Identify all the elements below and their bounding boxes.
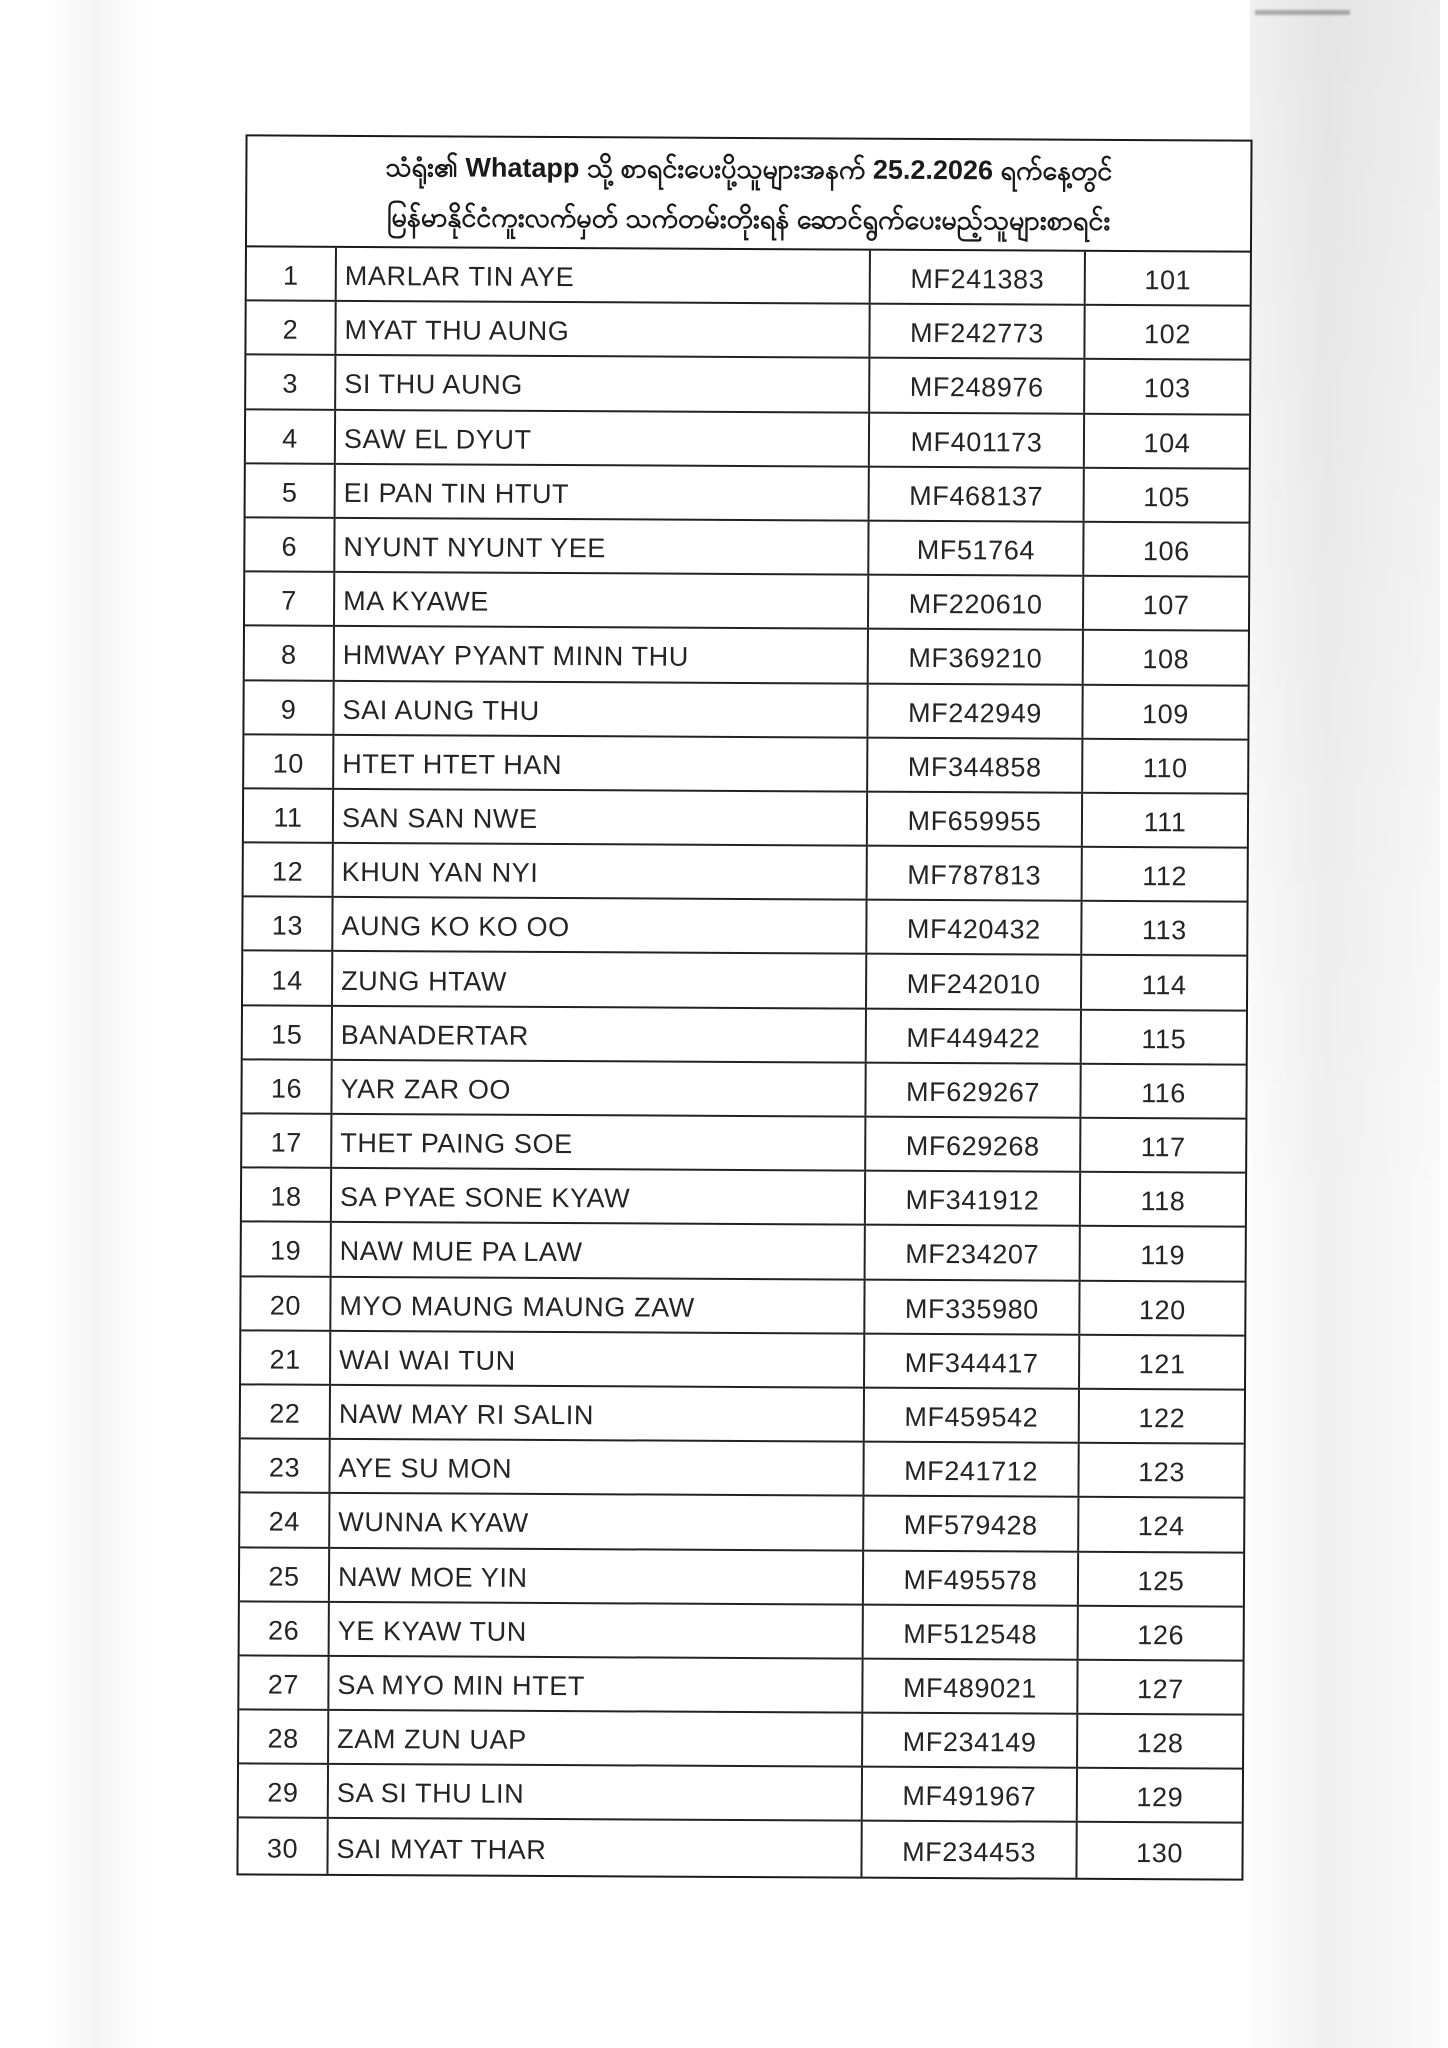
id-number-cell: MF241712 xyxy=(864,1443,1079,1496)
id-number-cell: MF51764 xyxy=(869,522,1084,575)
row-number-cell: 24 xyxy=(240,1494,330,1547)
name-cell: SAW EL DYUT xyxy=(336,410,870,465)
table-row xyxy=(242,1060,1245,1119)
table-row xyxy=(242,1223,1245,1282)
sequence-number-cell: 104 xyxy=(1143,427,1191,458)
sequence-number-cell: 119 xyxy=(1140,1240,1186,1271)
sequence-number-cell: 101 xyxy=(1144,265,1192,296)
sequence-number-cell: 126 xyxy=(1137,1619,1185,1651)
applicant-table xyxy=(236,134,1252,1880)
sequence-number-cell: 129 xyxy=(1136,1782,1184,1813)
sequence-number-cell: 112 xyxy=(1142,861,1188,892)
table-row xyxy=(242,1169,1245,1228)
id-number-cell: MF787813 xyxy=(868,847,1083,900)
id-number-cell: MF341912 xyxy=(866,1172,1081,1225)
table-row xyxy=(243,1006,1246,1065)
id-number-cell: MF242010 xyxy=(867,955,1082,1008)
name-cell: WAI WAI TUN xyxy=(331,1332,865,1387)
name-cell: NYUNT NYUNT YEE xyxy=(335,519,869,574)
id-number-cell: MF344858 xyxy=(868,738,1083,791)
name-cell: MYO MAUNG MAUNG ZAW xyxy=(331,1277,865,1332)
table-row xyxy=(244,789,1247,848)
sequence-number-cell: 125 xyxy=(1137,1565,1185,1596)
table-row xyxy=(239,1656,1242,1715)
name-cell: SAI AUNG THU xyxy=(334,681,868,736)
id-number-cell: MF241383 xyxy=(871,251,1086,304)
row-number-cell: 18 xyxy=(242,1169,332,1222)
sequence-number-cell: 105 xyxy=(1143,481,1191,513)
name-cell: SAI MYAT THAR xyxy=(328,1819,862,1876)
sequence-number-cell: 127 xyxy=(1136,1674,1184,1705)
id-number-cell: MF242773 xyxy=(870,305,1085,358)
row-number-cell: 29 xyxy=(239,1765,329,1818)
name-cell: BANADERTAR xyxy=(333,1006,867,1061)
table-row xyxy=(242,1114,1245,1173)
id-number-cell: MF248976 xyxy=(870,359,1085,412)
id-number-cell: MF234453 xyxy=(862,1822,1077,1877)
id-number-cell: MF512548 xyxy=(864,1605,1079,1658)
table-row xyxy=(246,356,1249,415)
row-number-cell: 22 xyxy=(241,1385,331,1438)
table-row xyxy=(241,1277,1244,1336)
id-number-cell: MF335980 xyxy=(865,1280,1080,1333)
table-row xyxy=(245,627,1248,686)
row-number-cell: 23 xyxy=(240,1439,330,1492)
row-number-cell: 4 xyxy=(246,410,336,463)
table-row xyxy=(241,1331,1244,1390)
row-number-cell: 20 xyxy=(241,1277,331,1330)
row-number-cell: 16 xyxy=(242,1060,332,1113)
row-number-cell: 9 xyxy=(244,681,334,734)
name-cell: SI THU AUNG xyxy=(336,356,870,411)
title-line-2: မြန်မာနိုင်ငံကူးလက်မှတ် သက်တမ်းတိုးရန် ဆောင်ရွက်ပေးမည့်သူများစာရင်း xyxy=(386,201,1111,236)
sequence-number-cell: 128 xyxy=(1136,1728,1184,1759)
sequence-number-cell: 106 xyxy=(1142,536,1190,567)
sequence-number-cell: 114 xyxy=(1141,969,1187,1000)
sequence-number-cell: 109 xyxy=(1142,698,1190,729)
name-cell: HMWAY PYANT MINN THU xyxy=(335,627,869,682)
scan-edge-shadow-left xyxy=(50,0,150,2048)
id-number-cell: MF449422 xyxy=(867,1009,1082,1062)
name-cell: ZAM ZUN UAP xyxy=(329,1711,863,1766)
table-row xyxy=(244,681,1247,740)
table-row xyxy=(239,1710,1242,1769)
row-number-cell: 6 xyxy=(245,518,335,571)
row-number-cell: 11 xyxy=(244,789,334,842)
row-number-cell: 27 xyxy=(239,1656,329,1709)
row-number-cell: 8 xyxy=(245,627,335,680)
id-number-cell: MF491967 xyxy=(863,1768,1078,1821)
name-cell: SAN SAN NWE xyxy=(334,790,868,845)
id-number-cell: MF495578 xyxy=(864,1551,1079,1604)
scan-edge-shadow-right xyxy=(1250,0,1440,2048)
sequence-number-cell: 107 xyxy=(1142,590,1190,621)
id-number-cell: MF401173 xyxy=(870,413,1085,466)
table-row xyxy=(240,1439,1243,1498)
name-cell: ZUNG HTAW xyxy=(333,952,867,1007)
id-number-cell: MF420432 xyxy=(867,901,1082,954)
table-row xyxy=(246,464,1249,523)
sequence-number-cell: 108 xyxy=(1142,644,1190,675)
table-row xyxy=(245,518,1248,577)
sequence-number-cell: 102 xyxy=(1144,319,1192,350)
name-cell: AUNG KO KO OO xyxy=(333,898,867,953)
row-number-cell: 28 xyxy=(239,1710,329,1763)
row-number-cell: 30 xyxy=(238,1819,328,1874)
table-row xyxy=(244,843,1247,902)
sequence-number-cell: 116 xyxy=(1141,1077,1187,1109)
sequence-number-cell: 113 xyxy=(1141,915,1187,946)
row-number-cell: 26 xyxy=(240,1602,330,1655)
name-cell: MARLAR TIN AYE xyxy=(337,248,871,303)
row-number-cell: 2 xyxy=(246,302,336,355)
name-cell: NAW MOE YIN xyxy=(330,1548,864,1603)
table-row xyxy=(243,952,1246,1011)
name-cell: HTET HTET HAN xyxy=(334,736,868,791)
table-row xyxy=(238,1819,1241,1878)
name-cell: MYAT THU AUNG xyxy=(336,302,870,357)
table-row xyxy=(240,1548,1243,1607)
table-row xyxy=(241,1385,1244,1444)
row-number-cell: 19 xyxy=(242,1223,332,1276)
name-cell: NAW MAY RI SALIN xyxy=(331,1386,865,1441)
id-number-cell: MF242949 xyxy=(868,684,1083,737)
row-number-cell: 1 xyxy=(247,247,337,300)
sequence-number-cell: 124 xyxy=(1137,1511,1185,1542)
id-number-cell: MF344417 xyxy=(865,1334,1080,1387)
row-number-cell: 10 xyxy=(244,735,334,788)
sequence-number-cell: 115 xyxy=(1141,1023,1187,1055)
sequence-number-cell: 110 xyxy=(1142,752,1188,784)
table-row xyxy=(240,1602,1243,1661)
sequence-number-cell: 117 xyxy=(1140,1132,1186,1163)
name-cell: YAR ZAR OO xyxy=(332,1061,866,1116)
id-number-cell: MF489021 xyxy=(863,1660,1078,1713)
name-cell: NAW MUE PA LAW xyxy=(332,1223,866,1278)
sequence-number-cell: 130 xyxy=(1136,1837,1184,1868)
id-number-cell: MF234149 xyxy=(863,1714,1078,1767)
id-number-cell: MF629268 xyxy=(866,1118,1081,1171)
id-number-cell: MF468137 xyxy=(870,467,1085,520)
row-number-cell: 12 xyxy=(244,843,334,896)
row-number-cell: 13 xyxy=(243,898,333,951)
sequence-number-cell: 121 xyxy=(1138,1348,1186,1380)
id-number-cell: MF220610 xyxy=(869,576,1084,629)
table-row xyxy=(246,410,1249,469)
row-number-cell: 14 xyxy=(243,952,333,1005)
sequence-number-cell: 103 xyxy=(1143,373,1191,404)
name-cell: EI PAN TIN HTUT xyxy=(336,465,870,520)
id-number-cell: MF234207 xyxy=(866,1226,1081,1279)
id-number-cell: MF629267 xyxy=(866,1063,1081,1116)
row-number-cell: 3 xyxy=(246,356,336,409)
table-row xyxy=(244,735,1247,794)
table-body xyxy=(238,247,1249,1878)
name-cell: SA SI THU LIN xyxy=(329,1765,863,1820)
table-row xyxy=(243,898,1246,957)
name-cell: SA MYO MIN HTET xyxy=(329,1657,863,1712)
name-cell: YE KYAW TUN xyxy=(330,1603,864,1658)
table-row xyxy=(247,247,1250,306)
row-number-cell: 15 xyxy=(243,1006,333,1059)
name-cell: MA KYAWE xyxy=(335,573,869,628)
row-number-cell: 25 xyxy=(240,1548,330,1601)
sequence-number-cell: 120 xyxy=(1138,1294,1186,1325)
sequence-number-cell: 122 xyxy=(1138,1403,1186,1434)
row-number-cell: 5 xyxy=(246,464,336,517)
id-number-cell: MF579428 xyxy=(864,1497,1079,1550)
name-cell: KHUN YAN NYI xyxy=(334,844,868,899)
table-row xyxy=(239,1765,1242,1824)
table-row xyxy=(245,573,1248,632)
name-cell: THET PAING SOE xyxy=(332,1115,866,1170)
sequence-number-cell: 123 xyxy=(1138,1457,1186,1488)
row-number-cell: 17 xyxy=(242,1114,332,1167)
id-number-cell: MF369210 xyxy=(869,630,1084,683)
sequence-number-cell: 111 xyxy=(1143,807,1187,838)
table-row xyxy=(246,302,1249,361)
id-number-cell: MF459542 xyxy=(865,1389,1080,1442)
title-line-1: သံရုံး၏ Whatapp သို့ စာရင်းပေးပို့သူများအနက် 25.2.2026 ရက်နေ့တွင် xyxy=(385,151,1113,186)
row-number-cell: 7 xyxy=(245,573,335,626)
table-header xyxy=(247,136,1251,252)
name-cell: SA PYAE SONE KYAW xyxy=(332,1169,866,1224)
scan-edge-mark xyxy=(1255,10,1350,15)
id-number-cell: MF659955 xyxy=(868,793,1083,846)
table-row xyxy=(240,1494,1243,1553)
name-cell: WUNNA KYAW xyxy=(330,1494,864,1549)
row-number-cell: 21 xyxy=(241,1331,331,1384)
name-cell: AYE SU MON xyxy=(330,1440,864,1495)
sequence-number-cell: 118 xyxy=(1140,1186,1186,1217)
